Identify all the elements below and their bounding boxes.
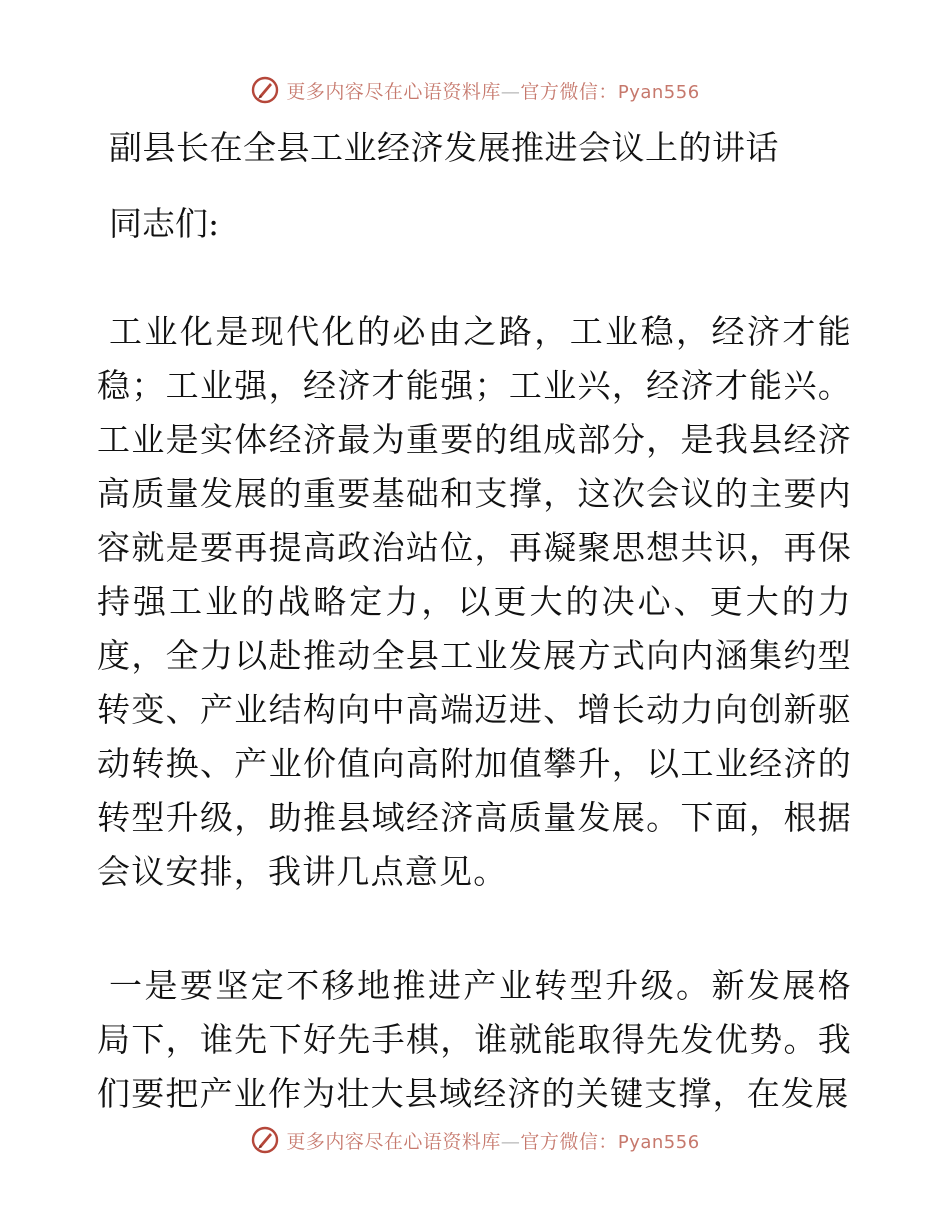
document-title: 副县长在全县工业经济发展推进会议上的讲话 xyxy=(109,128,779,167)
watermark-separator: — xyxy=(500,80,521,103)
watermark-wechat-id: Pyan556 xyxy=(617,1131,700,1153)
watermark-wechat-id: Pyan556 xyxy=(617,81,700,103)
greeting: 同志们: xyxy=(109,204,220,243)
paragraph-2: 一是要坚定不移地推进产业转型升级。新发展格局下，谁先下好先手棋，谁就能取得先发优势。我们要把产业作为壮大县域经济的关键支撑，在发展 xyxy=(97,966,852,1113)
watermark-label: 官方微信： xyxy=(520,80,618,103)
watermark-text xyxy=(286,1127,699,1154)
watermark-brand: 更多内容尽在心语资料库 xyxy=(286,1130,501,1153)
watermark-brand: 更多内容尽在心语资料库 xyxy=(286,80,501,103)
watermark-separator: — xyxy=(500,1130,521,1153)
watermark-label: 官方微信： xyxy=(520,1130,618,1153)
watermark-text xyxy=(286,77,699,104)
paragraph-1: 工业化是现代化的必由之路，工业稳，经济才能稳；工业强，经济才能强；工业兴，经济才能兴。工业是实体经济最为重要的组成部分，是我县经济高质量发展的重要基础和支撑，这次会议的主要内容就是要再提高政治站位，再凝聚思想共识，再保持强工业的战略定力，以更大的决心、更大的力度，全力以赴推动全县工业发展方式向内涵集约型转变、产业结构向中高端迈进、增长动力向创新驱动转换、产业价值向高附加值攀升，以工业经济的转型升级，助推县域经济高质量发展。下面，根据会议安排，我讲几点意见。 xyxy=(97,312,852,891)
quill-circle-icon xyxy=(250,75,280,105)
footer-watermark xyxy=(0,1120,950,1160)
header-watermark xyxy=(0,70,950,110)
quill-circle-icon xyxy=(250,1125,280,1155)
